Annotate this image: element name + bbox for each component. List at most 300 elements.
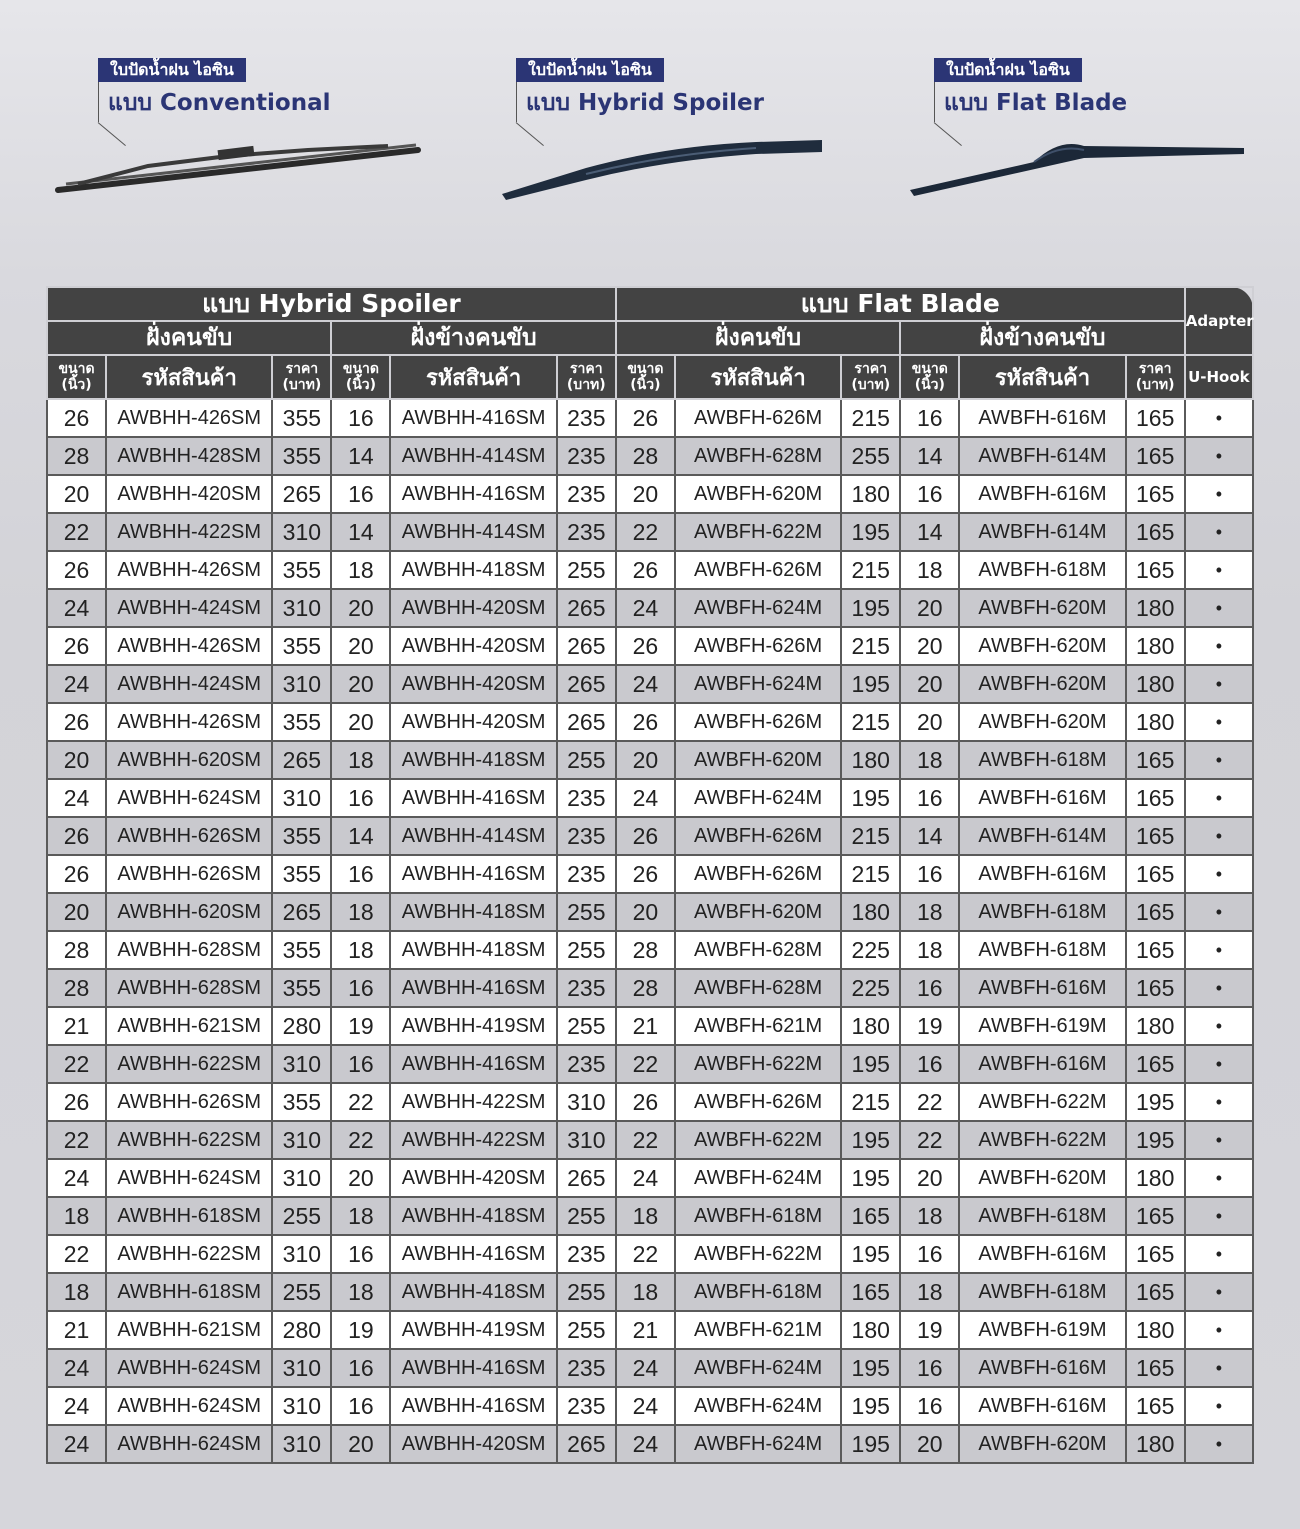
cell-code: AWBHH-426SM: [106, 399, 272, 437]
cell-code: AWBHH-422SM: [106, 513, 272, 551]
cell-size: 24: [47, 1425, 106, 1463]
cell-u-hook: •: [1185, 665, 1253, 703]
cell-code: AWBFH-618M: [959, 741, 1125, 779]
leader-line: [516, 82, 517, 122]
cell-size: 16: [331, 399, 390, 437]
cell-price: 195: [841, 779, 900, 817]
cell-price: 215: [841, 1083, 900, 1121]
cell-u-hook: •: [1185, 627, 1253, 665]
cell-price: 265: [557, 627, 616, 665]
cell-code: AWBFH-622M: [675, 1235, 841, 1273]
cell-price: 255: [557, 551, 616, 589]
cell-u-hook: •: [1185, 703, 1253, 741]
cell-code: AWBHH-416SM: [390, 1235, 556, 1273]
cell-size: 21: [616, 1311, 675, 1349]
product-tag: ใบปัดน้ำฝน ไอซิน: [934, 58, 1082, 82]
cell-size: 18: [900, 893, 959, 931]
cell-code: AWBHH-426SM: [106, 627, 272, 665]
cell-price: 195: [841, 665, 900, 703]
cell-code: AWBHH-418SM: [390, 893, 556, 931]
cell-size: 24: [616, 779, 675, 817]
cell-price: 255: [557, 1007, 616, 1045]
product-conventional: [48, 58, 408, 218]
product-name: แบบ Conventional: [108, 90, 331, 116]
cell-code: AWBHH-420SM: [390, 589, 556, 627]
cell-size: 14: [331, 817, 390, 855]
col-header-price: ราคา (บาท): [841, 355, 900, 399]
cell-code: AWBHH-416SM: [390, 855, 556, 893]
cell-size: 20: [331, 1425, 390, 1463]
cell-code: AWBFH-616M: [959, 1235, 1125, 1273]
cell-u-hook: •: [1185, 969, 1253, 1007]
cell-price: 165: [1126, 437, 1185, 475]
cell-price: 235: [557, 513, 616, 551]
cell-code: AWBHH-416SM: [390, 969, 556, 1007]
cell-code: AWBFH-616M: [959, 399, 1125, 437]
cell-code: AWBHH-418SM: [390, 741, 556, 779]
cell-size: 22: [616, 1045, 675, 1083]
cell-price: 255: [272, 1273, 331, 1311]
col-header-price: ราคา (บาท): [272, 355, 331, 399]
cell-price: 165: [1126, 893, 1185, 931]
cell-code: AWBHH-420SM: [106, 475, 272, 513]
cell-size: 24: [47, 1349, 106, 1387]
cell-size: 18: [331, 1273, 390, 1311]
cell-code: AWBFH-626M: [675, 1083, 841, 1121]
table-row: [47, 779, 1253, 817]
table-row: [47, 893, 1253, 931]
col-header-price: ราคา (บาท): [1126, 355, 1185, 399]
cell-size: 16: [900, 779, 959, 817]
table-row: [47, 741, 1253, 779]
cell-code: AWBHH-420SM: [390, 665, 556, 703]
cell-u-hook: •: [1185, 1311, 1253, 1349]
product-hybrid-spoiler: [466, 58, 826, 218]
table-row: [47, 1121, 1253, 1159]
cell-size: 20: [331, 665, 390, 703]
cell-code: AWBFH-618M: [959, 931, 1125, 969]
cell-code: AWBFH-624M: [675, 1425, 841, 1463]
cell-price: 310: [272, 1121, 331, 1159]
cell-size: 20: [47, 741, 106, 779]
cell-size: 26: [47, 399, 106, 437]
cell-code: AWBHH-624SM: [106, 1159, 272, 1197]
cell-size: 16: [331, 779, 390, 817]
cell-size: 26: [616, 399, 675, 437]
cell-code: AWBFH-620M: [959, 627, 1125, 665]
cell-u-hook: •: [1185, 399, 1253, 437]
cell-code: AWBFH-616M: [959, 779, 1125, 817]
cell-u-hook: •: [1185, 1349, 1253, 1387]
cell-code: AWBHH-626SM: [106, 1083, 272, 1121]
cell-size: 18: [331, 893, 390, 931]
cell-code: AWBFH-620M: [959, 1159, 1125, 1197]
table-row: [47, 703, 1253, 741]
cell-price: 235: [557, 1387, 616, 1425]
cell-price: 255: [557, 931, 616, 969]
cell-size: 16: [331, 969, 390, 1007]
table-body: [47, 399, 1253, 1463]
product-name: แบบ Hybrid Spoiler: [526, 90, 764, 116]
group-header-flat: แบบ Flat Blade: [616, 287, 1185, 321]
cell-code: AWBHH-418SM: [390, 551, 556, 589]
cell-code: AWBHH-416SM: [390, 1045, 556, 1083]
table-row: [47, 475, 1253, 513]
col-header-code: รหัสสินค้า: [959, 355, 1125, 399]
cell-code: AWBFH-622M: [959, 1083, 1125, 1121]
cell-code: AWBHH-416SM: [390, 779, 556, 817]
table-row: [47, 551, 1253, 589]
cell-code: AWBFH-616M: [959, 969, 1125, 1007]
cell-price: 235: [557, 1045, 616, 1083]
cell-size: 22: [47, 1045, 106, 1083]
cell-code: AWBHH-424SM: [106, 589, 272, 627]
cell-size: 24: [47, 779, 106, 817]
cell-code: AWBHH-419SM: [390, 1311, 556, 1349]
cell-size: 22: [616, 1121, 675, 1159]
cell-size: 20: [900, 1425, 959, 1463]
cell-size: 16: [900, 969, 959, 1007]
cell-price: 235: [557, 437, 616, 475]
cell-size: 16: [900, 475, 959, 513]
cell-price: 255: [557, 1273, 616, 1311]
cell-size: 22: [331, 1083, 390, 1121]
cell-size: 20: [47, 475, 106, 513]
cell-code: AWBHH-624SM: [106, 1387, 272, 1425]
cell-price: 165: [1126, 1197, 1185, 1235]
cell-price: 265: [557, 665, 616, 703]
cell-code: AWBHH-420SM: [390, 703, 556, 741]
cell-code: AWBFH-622M: [675, 1121, 841, 1159]
cell-u-hook: •: [1185, 589, 1253, 627]
cell-size: 21: [47, 1311, 106, 1349]
cell-code: AWBFH-619M: [959, 1311, 1125, 1349]
col-header-code: รหัสสินค้า: [675, 355, 841, 399]
table-row: [47, 1311, 1253, 1349]
cell-code: AWBFH-628M: [675, 437, 841, 475]
cell-price: 265: [557, 1425, 616, 1463]
cell-price: 255: [557, 893, 616, 931]
cell-u-hook: •: [1185, 1159, 1253, 1197]
cell-u-hook: •: [1185, 1425, 1253, 1463]
cell-code: AWBFH-626M: [675, 399, 841, 437]
cell-code: AWBHH-622SM: [106, 1235, 272, 1273]
cell-code: AWBHH-622SM: [106, 1045, 272, 1083]
cell-code: AWBFH-621M: [675, 1007, 841, 1045]
cell-size: 24: [616, 589, 675, 627]
cell-size: 28: [616, 969, 675, 1007]
cell-code: AWBHH-416SM: [390, 399, 556, 437]
cell-price: 180: [1126, 627, 1185, 665]
cell-u-hook: •: [1185, 817, 1253, 855]
cell-size: 18: [331, 931, 390, 969]
cell-price: 310: [272, 665, 331, 703]
cell-price: 180: [1126, 589, 1185, 627]
cell-code: AWBFH-626M: [675, 627, 841, 665]
cell-size: 26: [616, 817, 675, 855]
cell-size: 20: [331, 1159, 390, 1197]
cell-size: 24: [616, 1425, 675, 1463]
cell-code: AWBFH-616M: [959, 1387, 1125, 1425]
cell-code: AWBHH-624SM: [106, 1349, 272, 1387]
leader-line: [934, 82, 935, 122]
table-row: [47, 589, 1253, 627]
table-row: [47, 513, 1253, 551]
cell-price: 310: [272, 1387, 331, 1425]
cell-u-hook: •: [1185, 893, 1253, 931]
cell-u-hook: •: [1185, 931, 1253, 969]
cell-price: 355: [272, 969, 331, 1007]
cell-code: AWBHH-422SM: [390, 1121, 556, 1159]
cell-code: AWBHH-416SM: [390, 1349, 556, 1387]
cell-size: 18: [616, 1197, 675, 1235]
table-row: [47, 437, 1253, 475]
cell-price: 310: [272, 1425, 331, 1463]
cell-u-hook: •: [1185, 741, 1253, 779]
cell-size: 20: [900, 665, 959, 703]
cell-code: AWBFH-624M: [675, 665, 841, 703]
cell-size: 16: [331, 1349, 390, 1387]
adapter-header: Adapter: [1185, 287, 1253, 355]
cell-price: 195: [841, 1349, 900, 1387]
cell-size: 26: [47, 1083, 106, 1121]
cell-size: 26: [616, 1083, 675, 1121]
cell-size: 20: [331, 627, 390, 665]
cell-u-hook: •: [1185, 1197, 1253, 1235]
cell-u-hook: •: [1185, 1235, 1253, 1273]
cell-size: 24: [47, 1159, 106, 1197]
cell-size: 14: [900, 437, 959, 475]
table-row: [47, 1425, 1253, 1463]
hybrid-spoiler-wiper-blade-icon: [466, 118, 846, 208]
cell-size: 16: [331, 1045, 390, 1083]
cell-size: 24: [47, 1387, 106, 1425]
cell-price: 280: [272, 1007, 331, 1045]
cell-size: 14: [331, 437, 390, 475]
cell-size: 19: [900, 1007, 959, 1045]
cell-price: 255: [557, 1197, 616, 1235]
cell-size: 20: [616, 741, 675, 779]
cell-price: 310: [557, 1121, 616, 1159]
cell-price: 265: [272, 741, 331, 779]
group-header-hybrid: แบบ Hybrid Spoiler: [47, 287, 616, 321]
cell-code: AWBFH-620M: [675, 741, 841, 779]
cell-price: 355: [272, 1083, 331, 1121]
cell-price: 235: [557, 969, 616, 1007]
cell-code: AWBFH-626M: [675, 817, 841, 855]
cell-code: AWBHH-628SM: [106, 969, 272, 1007]
cell-size: 22: [47, 513, 106, 551]
conventional-wiper-blade-icon: [48, 118, 428, 198]
cell-code: AWBFH-628M: [675, 931, 841, 969]
table-row: [47, 1197, 1253, 1235]
cell-size: 20: [900, 627, 959, 665]
cell-price: 215: [841, 551, 900, 589]
cell-size: 28: [47, 437, 106, 475]
cell-code: AWBHH-424SM: [106, 665, 272, 703]
cell-price: 235: [557, 399, 616, 437]
cell-size: 22: [616, 1235, 675, 1273]
cell-size: 22: [900, 1083, 959, 1121]
cell-size: 28: [47, 931, 106, 969]
cell-price: 165: [841, 1197, 900, 1235]
cell-code: AWBFH-622M: [675, 513, 841, 551]
cell-price: 235: [557, 779, 616, 817]
cell-price: 235: [557, 1349, 616, 1387]
cell-price: 165: [1126, 1273, 1185, 1311]
cell-price: 180: [1126, 1007, 1185, 1045]
cell-code: AWBHH-420SM: [390, 627, 556, 665]
cell-price: 165: [1126, 969, 1185, 1007]
cell-price: 180: [1126, 665, 1185, 703]
cell-code: AWBFH-624M: [675, 1387, 841, 1425]
cell-size: 19: [331, 1311, 390, 1349]
cell-price: 165: [1126, 475, 1185, 513]
cell-code: AWBFH-624M: [675, 589, 841, 627]
cell-size: 14: [900, 513, 959, 551]
flat-wiper-blade-icon: [884, 118, 1264, 208]
cell-u-hook: •: [1185, 551, 1253, 589]
cell-size: 28: [616, 931, 675, 969]
cell-price: 180: [841, 475, 900, 513]
cell-price: 265: [557, 1159, 616, 1197]
col-header-size: ขนาด (นิ้ว): [900, 355, 959, 399]
cell-code: AWBFH-616M: [959, 1045, 1125, 1083]
cell-size: 16: [900, 1387, 959, 1425]
cell-code: AWBFH-616M: [959, 855, 1125, 893]
cell-price: 195: [841, 1121, 900, 1159]
cell-code: AWBHH-418SM: [390, 931, 556, 969]
cell-code: AWBHH-428SM: [106, 437, 272, 475]
cell-price: 225: [841, 969, 900, 1007]
cell-price: 180: [1126, 1159, 1185, 1197]
cell-code: AWBHH-622SM: [106, 1121, 272, 1159]
table-row: [47, 665, 1253, 703]
cell-code: AWBFH-620M: [959, 589, 1125, 627]
col-header-size: ขนาด (นิ้ว): [47, 355, 106, 399]
cell-code: AWBHH-620SM: [106, 741, 272, 779]
side-header-passenger: ฝั่งข้างคนขับ: [331, 321, 615, 355]
cell-price: 165: [1126, 931, 1185, 969]
cell-size: 28: [616, 437, 675, 475]
cell-price: 310: [557, 1083, 616, 1121]
table-row: [47, 399, 1253, 437]
cell-code: AWBFH-620M: [675, 893, 841, 931]
cell-code: AWBHH-618SM: [106, 1273, 272, 1311]
cell-price: 165: [1126, 513, 1185, 551]
table-row: [47, 1235, 1253, 1273]
cell-u-hook: •: [1185, 855, 1253, 893]
cell-price: 165: [841, 1273, 900, 1311]
cell-code: AWBFH-628M: [675, 969, 841, 1007]
cell-code: AWBFH-618M: [959, 1273, 1125, 1311]
table-row: [47, 1007, 1253, 1045]
cell-code: AWBFH-619M: [959, 1007, 1125, 1045]
cell-size: 16: [331, 1387, 390, 1425]
cell-code: AWBHH-618SM: [106, 1197, 272, 1235]
cell-price: 355: [272, 931, 331, 969]
cell-size: 22: [900, 1121, 959, 1159]
table-row: [47, 1273, 1253, 1311]
wiper-price-table: [46, 286, 1254, 1464]
cell-price: 195: [841, 1425, 900, 1463]
leader-line: [98, 82, 99, 122]
cell-price: 235: [557, 855, 616, 893]
cell-price: 310: [272, 1349, 331, 1387]
cell-size: 16: [900, 855, 959, 893]
cell-price: 310: [272, 779, 331, 817]
cell-code: AWBHH-621SM: [106, 1007, 272, 1045]
cell-size: 22: [616, 513, 675, 551]
cell-size: 22: [47, 1235, 106, 1273]
cell-size: 26: [616, 703, 675, 741]
cell-price: 165: [1126, 551, 1185, 589]
cell-price: 165: [1126, 741, 1185, 779]
cell-size: 20: [47, 893, 106, 931]
cell-code: AWBHH-626SM: [106, 817, 272, 855]
table-row: [47, 1349, 1253, 1387]
cell-size: 26: [616, 627, 675, 665]
cell-price: 180: [841, 741, 900, 779]
cell-code: AWBFH-622M: [675, 1045, 841, 1083]
cell-price: 195: [841, 513, 900, 551]
cell-code: AWBFH-624M: [675, 1349, 841, 1387]
cell-code: AWBHH-414SM: [390, 817, 556, 855]
cell-u-hook: •: [1185, 475, 1253, 513]
cell-size: 18: [900, 1197, 959, 1235]
cell-code: AWBFH-626M: [675, 551, 841, 589]
cell-price: 265: [272, 893, 331, 931]
cell-price: 355: [272, 437, 331, 475]
cell-code: AWBFH-614M: [959, 437, 1125, 475]
cell-size: 18: [47, 1273, 106, 1311]
side-header-driver: ฝั่งคนขับ: [47, 321, 331, 355]
product-tag: ใบปัดน้ำฝน ไอซิน: [516, 58, 664, 82]
cell-size: 18: [331, 741, 390, 779]
cell-size: 18: [331, 1197, 390, 1235]
cell-size: 20: [331, 703, 390, 741]
cell-price: 355: [272, 703, 331, 741]
cell-code: AWBFH-616M: [959, 1349, 1125, 1387]
cell-price: 310: [272, 1045, 331, 1083]
cell-size: 16: [900, 399, 959, 437]
col-header-code: รหัสสินค้า: [390, 355, 556, 399]
cell-size: 20: [616, 475, 675, 513]
cell-size: 20: [900, 703, 959, 741]
cell-price: 215: [841, 703, 900, 741]
cell-price: 225: [841, 931, 900, 969]
cell-code: AWBFH-624M: [675, 779, 841, 817]
cell-code: AWBFH-616M: [959, 475, 1125, 513]
cell-size: 18: [47, 1197, 106, 1235]
side-header-driver: ฝั่งคนขับ: [616, 321, 900, 355]
cell-price: 195: [1126, 1083, 1185, 1121]
cell-size: 26: [616, 855, 675, 893]
cell-size: 18: [900, 1273, 959, 1311]
cell-size: 24: [616, 1159, 675, 1197]
cell-price: 195: [841, 1387, 900, 1425]
cell-code: AWBHH-416SM: [390, 1387, 556, 1425]
cell-code: AWBFH-620M: [959, 1425, 1125, 1463]
cell-code: AWBFH-626M: [675, 855, 841, 893]
table-row: [47, 1083, 1253, 1121]
cell-code: AWBFH-618M: [675, 1197, 841, 1235]
cell-size: 26: [47, 551, 106, 589]
cell-price: 180: [841, 893, 900, 931]
cell-u-hook: •: [1185, 1083, 1253, 1121]
col-header-price: ราคา (บาท): [557, 355, 616, 399]
adapter-subheader: U-Hook: [1185, 355, 1253, 399]
